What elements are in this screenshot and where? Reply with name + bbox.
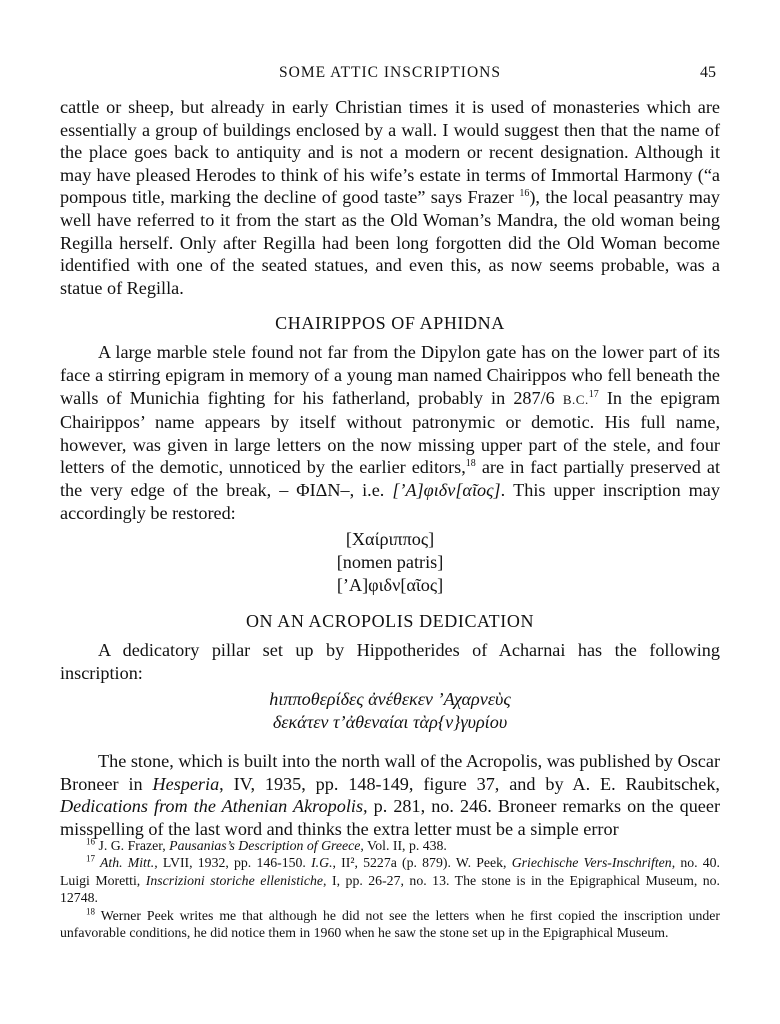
- paragraph-chairippos: [60, 341, 720, 524]
- restored-demotic-inline: [’Α]φιδν[αῖος]: [392, 479, 501, 500]
- paragraph-text: The stone, which is built into the north wall of the Acropolis, was published by Oscar Broneer in: [60, 751, 720, 794]
- footnotes: [60, 837, 720, 941]
- inscription-line: [Χαίριππος]: [345, 529, 435, 550]
- paragraph-text: A large marble stele found not far from the Dipylon gate has on the lower part of its face a stirring epigram in memory of a young man named Chairippos who fell beneath the walls of Munichia fighting for his fatherland, probably in 287/6: [60, 342, 720, 408]
- footnote-title: Griechische Vers-Inschriften: [511, 855, 672, 871]
- paragraph-text: p. 281, no. 246. Broneer remarks on the queer misspelling of the last word and thinks the extra letter must be a simple error: [60, 796, 720, 840]
- footnote-ref-16: 16: [519, 188, 530, 200]
- inscription-chairippos: [60, 528, 720, 597]
- section-heading-chairippos: CHAIRIPPOS OF APHIDNA: [275, 313, 505, 334]
- inscription-line: hιπποθερίδες ἀνέθεκεν ’Αχαρνεὺς: [269, 689, 511, 710]
- footnote-text: , I, pp. 26-27, no. 13. The stone is in the Epigraphical Museum, no. 12748.: [60, 872, 721, 906]
- footnote-number: 17: [86, 853, 95, 864]
- footnote-number: 16: [86, 836, 95, 847]
- body-text: [60, 96, 720, 841]
- era-abbreviation: B.C.: [562, 391, 589, 407]
- paragraph-acropolis-intro: [60, 639, 720, 684]
- footnote-title: Pausanias’s Description of Greece: [169, 838, 361, 853]
- page-number: 45: [700, 64, 716, 81]
- journal-title: Hesperia: [152, 773, 220, 794]
- footnote-17: [60, 854, 720, 906]
- footnote-title: Inscrizioni storiche ellenistiche: [145, 872, 324, 888]
- section-heading-acropolis: ON AN ACROPOLIS DEDICATION: [245, 611, 535, 632]
- paragraph-text: , i.e.: [349, 479, 393, 500]
- footnote-number: 18: [86, 906, 95, 917]
- footnote-text: , II², 5227a (p. 879). W. Peek,: [332, 855, 512, 871]
- footnote-text: , Vol. II, p. 438.: [360, 838, 447, 853]
- running-title: SOME ATTIC INSCRIPTIONS: [279, 64, 501, 81]
- paragraph-text: In the epigram Chairippos’ name appears by itself without patronymic or demotic. His full name, however, was given in large letters on the now missing upper part of the stele, and four letters of the demotic, unnoticed by the earlier editors,: [60, 387, 720, 478]
- inscription-line: [nomen patris]: [336, 552, 444, 573]
- footnote-ref-18: 18: [465, 458, 476, 470]
- paragraph-acropolis-stone: [60, 750, 720, 840]
- inscription-line: δεκάτεν τ’ἀθεναίαι τὰρ{ν}γυρίου: [272, 712, 508, 733]
- book-title: Dedications from the Athenian Akropolis,: [60, 796, 368, 817]
- running-head: [0, 60, 780, 86]
- footnote-text: , no. 40. Luigi Moretti,: [60, 855, 721, 888]
- footnote-16: [60, 837, 720, 854]
- footnote-ref-17: 17: [588, 388, 599, 400]
- footnote-text: J. G. Frazer,: [95, 838, 170, 853]
- footnote-title: I.G.: [311, 855, 333, 871]
- inscription-hippotherides: [60, 688, 720, 734]
- inscription-line: [’Α]φιδν[αῖος]: [336, 575, 444, 596]
- paragraph-text: ), the local peasantry may well have referred to it from the start as the Old Woman’s Mandra, the old woman being Regilla herself. Only after Regilla had been long forgotten did the Old Woman become identified with one of the seated statues, and even this, as now seems probable, was a statue of Regilla.: [60, 187, 721, 298]
- paragraph-text: . This upper inscription may accordingly be restored:: [60, 479, 720, 523]
- paragraph-text: cattle or sheep, but already in early Christian times it is used of monasteries which are essentially a group of buildings enclosed by a wall. I would suggest then that the name of the place goes back to antiquity and is not a modern or recent designation. Although it may have pleased Herodes to think of his wife’s estate in terms of Immortal Harmony (“a pompous title, marking the decline of good taste” says Frazer: [60, 97, 720, 208]
- paragraph-text: are in fact partially preserved at the very edge of the break,: [60, 457, 720, 500]
- paragraph-continuation: [60, 96, 720, 299]
- footnote-18: [60, 907, 720, 942]
- paragraph-text: A dedicatory pillar set up by Hippotherides of Acharnai has the following inscription:: [60, 640, 720, 683]
- footnote-title: Ath. Mitt.: [95, 855, 155, 871]
- preserved-letters: – ΦΙΔΝ–: [279, 479, 350, 500]
- paragraph-text: , IV, 1935, pp. 148-149, figure 37, and by A. E. Raubitschek,: [219, 773, 720, 794]
- spacer: [60, 740, 720, 750]
- footnote-text: Werner Peek writes me that although he did not see the letters when he first copied the inscription under unfavorable conditions, he did notice them in 1960 when he saw the stone set up in the Epigraphical Museum.: [60, 907, 720, 941]
- footnote-text: , LVII, 1932, pp. 146-150.: [154, 855, 312, 871]
